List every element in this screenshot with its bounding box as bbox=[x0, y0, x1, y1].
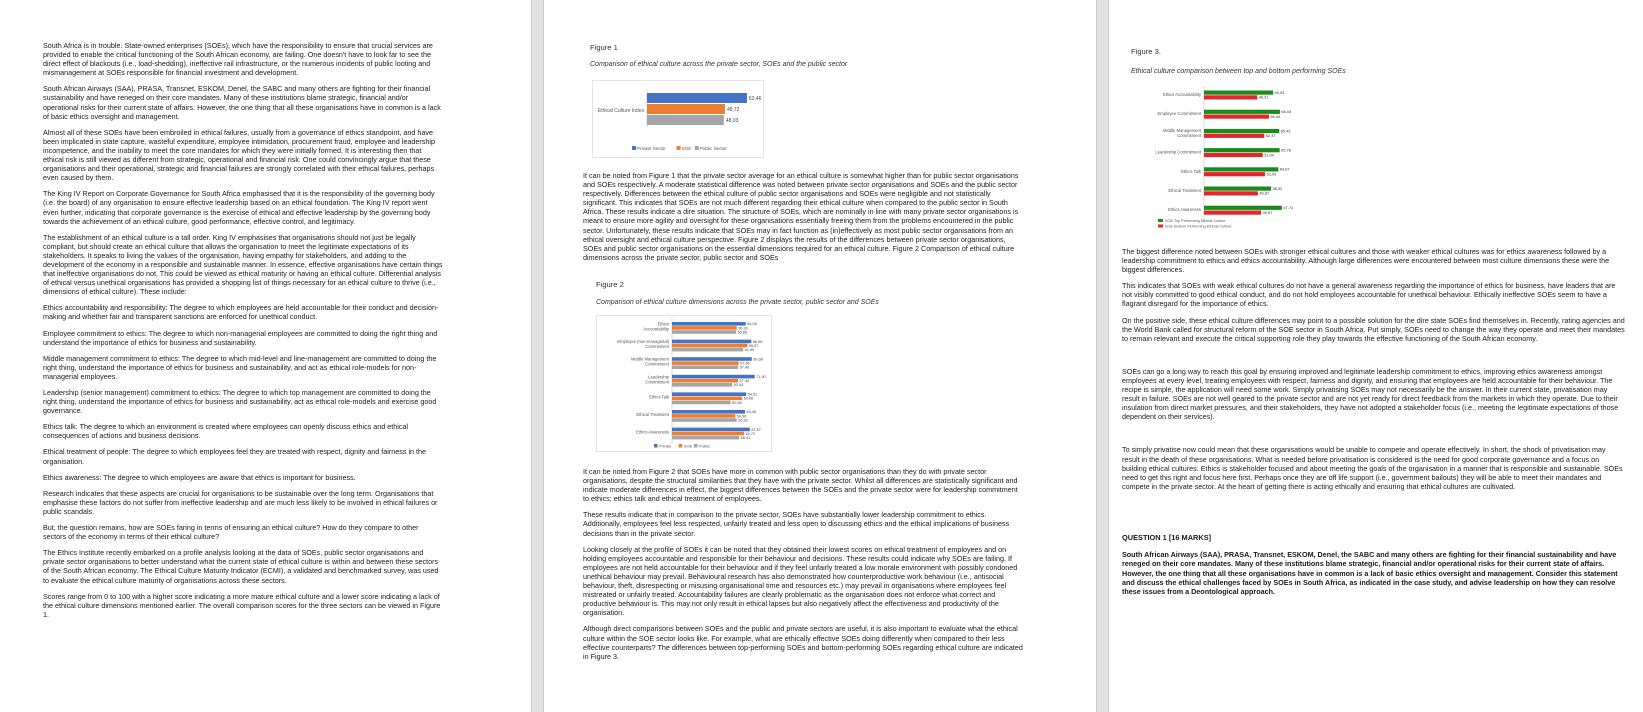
legend-swatch bbox=[694, 444, 698, 448]
legend-swatch bbox=[632, 146, 636, 150]
data-label: 51,04 bbox=[1264, 152, 1274, 158]
paragraph: The biggest difference noted between SOEs with stronger ethical cultures and those with weaker ethical cultures was for ethics awareness followed by a leadership commitment to ethics and ethics accountability. Although large differences were encountered between most culture dimensions these were the biggest differences. bbox=[1122, 247, 1610, 275]
bar-soe bbox=[647, 104, 725, 114]
bar-soe bbox=[672, 414, 735, 418]
bar-private bbox=[672, 392, 746, 396]
page-gap bbox=[531, 0, 544, 712]
bar-public bbox=[672, 383, 732, 387]
paragraph: On the positive side, these ethical culture differences may point to a possible solution for the dire state SOEs find themselves in. Recently, rating agencies and the World Bank called for structural reform of the SOE sector in South Africa. Put simply, SOEs need to change the way they operate and meet their mandates to remain relevant and execute the critical supporting role they play towards the effective functioning of the South African economy. bbox=[1122, 315, 1625, 343]
data-label: 56,30 bbox=[738, 418, 748, 423]
data-label: 61,90 bbox=[744, 348, 755, 352]
data-label: 62,46 bbox=[748, 96, 762, 102]
category-label: Accountability bbox=[643, 326, 669, 332]
data-label: 69,38 bbox=[753, 357, 763, 362]
bar-private bbox=[672, 340, 751, 344]
figure-3-label: Figure 3. bbox=[1131, 47, 1161, 56]
bar-private bbox=[672, 375, 755, 379]
legend-swatch bbox=[677, 146, 681, 150]
data-label: 48,03 bbox=[725, 118, 739, 124]
category-label: Ethics Accountability bbox=[1162, 92, 1201, 97]
bar-top-performing bbox=[1204, 110, 1280, 114]
figure-3-chart bbox=[1142, 84, 1302, 234]
legend-swatch bbox=[679, 444, 683, 448]
category-label: Leadership bbox=[648, 374, 669, 380]
figure-1-chart bbox=[592, 80, 764, 158]
paragraph: South African Airways (SAA), PRASA, Transnet, ESKOM, Denel, the SABC and many others are fighting for their financial sustainability and have reneged on their core mandates. Many of these institutions blame strategic, financial and/or operational risks for their current state of affairs. However, the one thing that all these organisations have in common is a lack of basic ethics oversight and management. bbox=[43, 84, 441, 121]
legend-swatch bbox=[654, 444, 658, 448]
paragraph: Middle management commitment to ethics: The degree to which mid-level and line-management are committed to doing the right thing, understand the importance of ethics for business and sustainability, and act as ethical role-models for non-managerial employees. bbox=[43, 353, 437, 381]
bar-bottom-performing bbox=[1204, 191, 1258, 195]
paragraph: The establishment of an ethical culture is a tall order. King IV emphasises that organisations should not just be legally compliant, but should create an ethical culture that allows the organisation to meet the legitimate expectations of its stakeholders. It speaks to living the values of the organisation, having empathy for stakeholders, and adding to the development of the economy in a responsible and sustainable manner. In essence, effective organisations have certain things that ineffective organisations do not. This could be viewed as ethical maturity or having an ethical culture. Differential analysis of ethical versus unethical organisations has provided a shopping list of things necessary for an ethical culture to thrive (i.e., dimensions of ethical culture). These include: bbox=[43, 232, 443, 297]
bar-public bbox=[672, 401, 731, 405]
bar-public bbox=[672, 418, 737, 422]
paragraph: But, the question remains, how are SOEs faring in terms of ensuring an ethical culture? How do they compare to other sectors of the economy in terms of their ethical culture? bbox=[43, 523, 419, 542]
data-label: 55,66 bbox=[737, 330, 748, 335]
bar-soe bbox=[672, 361, 739, 365]
bar-public bbox=[672, 330, 736, 334]
category-label: Commitment bbox=[645, 361, 669, 367]
legend-entry: Private bbox=[659, 443, 672, 449]
page-1-body bbox=[43, 41, 443, 619]
data-label: 65,78 bbox=[1281, 147, 1291, 153]
data-label: 57,96 bbox=[740, 361, 750, 366]
data-label: 71,90 bbox=[756, 375, 766, 379]
category-label: Commitment bbox=[645, 379, 669, 385]
data-label: 68,98 bbox=[752, 339, 763, 344]
category-label: Ethics bbox=[657, 321, 669, 327]
figure-1-caption: Comparison of ethical culture across the private sector, SOEs and the public sector bbox=[590, 61, 848, 68]
category-label: Ethical Treatment bbox=[636, 412, 669, 417]
paragraph: Ethical treatment of people: The degree to which employees feel they are treated with respect, dignity and fairness in the organisation. bbox=[43, 447, 427, 466]
paragraph: Ethics accountability and responsibility: The degree to which employees are held accountable for their conduct and decision-making and whether fair and transparent sanctions are enforced for unethical conduct. bbox=[43, 303, 439, 322]
data-label: 64,51 bbox=[747, 392, 758, 397]
category-label: Leadership Commitment bbox=[1155, 149, 1201, 155]
page-2-paragraph: It can be noted from Figure 1 that the private sector average for an ethical culture is somewhat higher than for public sector organisations and SOEs respectively. A moderate statistical difference was noted between private sector organisations and SOEs and the public sector respectively. Differences between the ethical culture of public sector organisations and SOEs were negligible and not statistically significant. This indicates that SOEs are not much different regarding their ethical culture when compared to the public sector in South Africa. These results indicate a dire situation. The structure of SOEs, which are nominally in line with many private sector organisations is meant to ensure more agility and oversight for these organisations essentially freeing them from the problems encountered in the public sector. Unfortunately, these results indicate that SOEs may in fact function as (in)effectively as most public sector organisations from an ethical oversight and ethical culture perspective. Figure 2 displays the results of the differences between private sector organisations, SOEs and public sector organisations on the essential dimensions required for an ethical culture. Figure 2 Comparison of ethical culture dimensions across the private sector, public sector and SOEs bbox=[583, 171, 1019, 262]
question-title: QUESTION 1 [16 MARKS] bbox=[1122, 533, 1212, 542]
paragraph: Looking closely at the profile of SOEs it can be noted that they obtained their lowest scores on ethical treatment of employees and on holding employees accountable and responsible for their behaviour and decisions. These results could indicate why SOEs are failing. If employees are not held accountable for their behaviour and if they feel unfairly treated a low morale environment with possibly condoned unethical behaviour may prevail. Behavioural research has also demonstrated how counterproductive work behaviour (i.e., antisocial behaviour, theft, disrespecting or misusing organisational time and resources etc.) may prevail in organisations where employees feel mistreated or unfairly treated. Accountability failures are clearly problematic as the organisation does not enforce what correct and productive behaviour is. This may not only result in ethical lapses but also negatively affect the effectiveness and productivity of the organisation. bbox=[583, 544, 1018, 618]
data-label: 52,47 bbox=[1265, 133, 1276, 139]
bar-private-sector bbox=[647, 93, 747, 103]
bar-private bbox=[672, 428, 750, 432]
category-label: Ethics Talk bbox=[649, 394, 669, 400]
paragraph: It can be noted from Figure 2 that SOEs have more in common with public sector organisations than they do with private sector organisations, despite the structural similarities that they have with the private sector. Whilst all differences are statistically significant and indicate moderate differences in effect, the biggest differences between the SOEs and the private sector were for leadership commitment to ethics; ethics talk and ethical treatment of employees. bbox=[583, 467, 1018, 504]
paragraph: This indicates that SOEs with weak ethical cultures do not have a general awareness regarding the importance of ethics for business, have leaders that are not visibly committed to good ethical conduct, and do not hold employees accountable for unethical behaviour. Ethically ineffective SOEs seem to have a flagrant disregard for the importance of ethics. bbox=[1122, 281, 1616, 309]
paragraph: Leadership (senior management) commitment to ethics: The degree to which top management are committed to doing the right thing, understand the importance of ethics for business and sustainability, act as ethical role-models and exercise good governance. bbox=[43, 388, 437, 416]
data-label: 60,96 bbox=[743, 396, 754, 401]
paragraph: South Africa is in trouble. State-owned enterprises (SOEs), which have the responsibility to ensure that crucial services are provided to enable the critical functioning of the South African economy, are failing. One doesn't have to look far to see the direct effect of blackouts (i.e., load-shedding), ineffective rail infrastructure, or the numerous incidents of public looting and mismanagement at SOEs responsible for financial investment and development. bbox=[43, 41, 433, 78]
data-label: 57,44 bbox=[739, 379, 750, 384]
paragraph: These results indicate that in comparison to the private sector, SOEs have substantially lower leadership commitment to ethics. Additionally, employees feel less respected, unfairly treated and less open to discussing ethics and the ethical implications of business decisions than in the private sector. bbox=[583, 510, 1010, 538]
legend-entry: SOE bbox=[681, 146, 692, 151]
bar-public bbox=[672, 436, 739, 440]
document-page-3 bbox=[1109, 0, 1643, 712]
bar-soe bbox=[672, 432, 744, 436]
bar-public-sector bbox=[647, 115, 724, 125]
data-label: 54,96 bbox=[736, 414, 747, 419]
figure-2-caption: Comparison of ethical culture dimensions across the private sector, public sector and SOEs bbox=[596, 299, 879, 306]
paragraph: Scores range from 0 to 100 with a higher score indicating a more mature ethical culture and a lower score indicating a lack of the ethical culture dimensions mentioned earlier. The overall comparison scores for the three sectors can be viewed in Figure 1. bbox=[43, 591, 441, 619]
data-label: 65,57 bbox=[748, 343, 759, 348]
data-label: 64,67 bbox=[1279, 166, 1290, 172]
data-label: 52,54 bbox=[733, 383, 744, 388]
legend-entry: Private Sector bbox=[637, 146, 666, 151]
paragraph: To simply privatise now could mean that these organisations would be unable to compete and operate effectively. In short, the shock of privatisation may result in the death of these organisations. What is needed before privatisation is considered is the need for good corporate governance and a focus on building ethical cultures. Ethics is stakeholder focused and about meeting the goals of the organisation in a manner that is responsible and sustainable. SOEs need to get this right and focus here first. Perhaps once they are off life support (i.e., government bailouts) they will be able to meet their mandates and compete in the private sector. At the heart of getting there is acting ethically and ensuring that ethical cultures are cultivated. bbox=[1122, 445, 1623, 491]
legend-entry: SOE Top Performing Ethical Culture bbox=[1165, 219, 1226, 223]
paragraph: Although direct comparisons between SOEs and the public and private sectors are useful, it is also important to evaluate what the ethical culture within the SOE sector looks like. For example, what are ethically effective SOEs doing differently when compared to their less effective counterparts? The differences between top-performing SOEs and bottom-performing SOEs regarding ethical culture are indicated in Figure 3. bbox=[583, 624, 1023, 661]
category-label: Commitment bbox=[645, 344, 669, 350]
data-label: 49,67 bbox=[1262, 209, 1273, 215]
data-label: 58,32 bbox=[1272, 185, 1283, 191]
legend-swatch bbox=[1158, 219, 1163, 222]
bar-bottom-performing bbox=[1204, 134, 1264, 138]
bar-bottom-performing bbox=[1204, 95, 1257, 99]
category-label: Ethical Treatment bbox=[1168, 188, 1201, 193]
page-2-body bbox=[583, 467, 1024, 668]
legend-swatch bbox=[695, 146, 699, 150]
paragraph: The Ethics Institute recently embarked on a profile analysis looking at the data of SOEs, public sector organisations and private sector organisations to better understand what the current state of ethical culture is within and between these sectors of the South African economy. The Ethical Culture Maturity Indicator (ECMI), a validated and benchmarked survey, was used to evaluate the ethical culture maturity of organisations across these sectors. bbox=[43, 548, 439, 585]
paragraph: Ethics talk: The degree to which an environment is created where employees can openly discuss ethics and ethical consequences of actions and business decisions. bbox=[43, 422, 409, 441]
data-label: 62,72 bbox=[745, 431, 756, 436]
data-label: 56,44 bbox=[1270, 113, 1281, 119]
page-gap bbox=[1096, 0, 1109, 712]
data-label: 56,30 bbox=[738, 326, 748, 331]
bar-private bbox=[672, 410, 745, 414]
data-label: 65,45 bbox=[1280, 128, 1291, 134]
category-label: Ethics Awareness bbox=[636, 429, 669, 435]
bar-public bbox=[672, 348, 743, 352]
legend-swatch bbox=[1158, 225, 1163, 228]
category-label: Ethics Talk bbox=[1181, 168, 1201, 174]
paragraph: Research indicates that these aspects are crucial for organisations to be sustainable over the long term. Organisations that emphasise these factors do not suffer from ineffective leadership and are much less likely to be involved in ethical failures or public scandals. bbox=[43, 488, 438, 516]
bar-private bbox=[672, 322, 746, 326]
data-label: 63,48 bbox=[746, 410, 757, 415]
data-label: 53,03 bbox=[1266, 171, 1277, 177]
data-label: 64,08 bbox=[747, 322, 757, 327]
figure-2-chart bbox=[596, 315, 772, 452]
bar-private bbox=[672, 357, 752, 361]
bar-bottom-performing bbox=[1204, 211, 1261, 215]
paragraph: The King IV Report on Corporate Governance for South Africa emphasised that it is the responsibility of the governing body (i.e. the board) of any organisation to ensure effective leadership based on an ethical foundation. The King IV report went even further, indicating that corporate governance is the exercise of ethical and effective leadership by the governing body towards the achievement of an ethical culture, good performance, effective control, and legitimacy. bbox=[43, 189, 435, 226]
data-label: 66,03 bbox=[1281, 109, 1292, 115]
legend-entry: Public bbox=[699, 443, 710, 449]
data-label: 46,31 bbox=[1258, 94, 1269, 100]
paragraph: SOEs can go a long way to reach this goal by ensuring improved and legitimate leadership commitment to ethics, improving ethics awareness amongst employees at every level, treating employees with respect, fairness and dignity, and ensuring that employees are held accountable for their behaviour. The recipe is simple, the application will need some work. Simply privatising SOEs may not necessarily be the answer. In their current state, privatisation may result in failure. SOEs are not well geared to the private sector and are not yet ready for direct feedback from the markets in which they operate. Due to their insulation from direct market pressures, and their stakeholders, they have not adopted a stakeholder focus (i.e., meeting the legitimate expectations of those dependent on their services). bbox=[1122, 366, 1619, 422]
data-label: 50,98 bbox=[732, 400, 742, 405]
category-label: Commitment bbox=[1177, 132, 1201, 138]
category-label: Ethical Culture Index bbox=[597, 108, 644, 114]
legend-entry: SOE bbox=[683, 443, 693, 449]
bar-soe bbox=[672, 397, 742, 401]
bar-bottom-performing bbox=[1204, 153, 1263, 157]
data-label: 58,41 bbox=[740, 436, 751, 440]
paragraph: Employee commitment to ethics: The degree to which non-managerial employees are committed to doing the right thing and understand the importance of ethics for business and sustainability. bbox=[43, 328, 438, 347]
category-label: Employee (non-managerial) bbox=[617, 339, 669, 345]
data-label: 46,87 bbox=[1259, 190, 1270, 196]
data-label: 60,03 bbox=[1274, 89, 1285, 95]
data-label: 67,74 bbox=[1283, 205, 1294, 211]
data-label: 57,46 bbox=[739, 365, 750, 370]
document-page-2 bbox=[544, 0, 1096, 712]
bar-soe bbox=[672, 379, 738, 383]
figure-2-label: Figure 2 bbox=[596, 280, 624, 289]
paragraph: Ethics awareness: The degree to which employees are aware that ethics is important for business. bbox=[43, 472, 356, 482]
bar-bottom-performing bbox=[1204, 172, 1265, 176]
figure-3-caption: Ethical culture comparison between top and bottom performing SOEs bbox=[1131, 68, 1346, 75]
document-page-1 bbox=[0, 0, 531, 712]
page-3-body bbox=[1122, 247, 1625, 498]
data-label: 48,72 bbox=[726, 107, 740, 113]
category-label: Middle Management bbox=[631, 356, 669, 362]
bar-public bbox=[672, 365, 738, 369]
legend-entry: SOE Bottom Performing Ethical Culture bbox=[1165, 224, 1232, 229]
legend-entry: Public Sector bbox=[699, 146, 727, 151]
category-label: Middle Management bbox=[1163, 127, 1201, 133]
bar-bottom-performing bbox=[1204, 115, 1269, 119]
bar-soe bbox=[672, 326, 737, 330]
question-text: South African Airways (SAA), PRASA, Transnet, ESKOM, Denel, the SABC and many others are fighting for their financial sustainability and have reneged on their core mandates. Many of these institutions blame strategic, financial and/or operational risks for their current state of affairs. However, the one thing that all these organisations have in common is a lack of basic ethics oversight and management. Consider this statement and discuss the ethical challenges faced by SOEs in South Africa, as indicated in the case study, and advise leadership on how they can resolve these issues from a Deontological approach. bbox=[1122, 550, 1618, 597]
bar-soe bbox=[672, 344, 747, 348]
category-label: Ethics Awareness bbox=[1168, 207, 1201, 213]
data-label: 67,67 bbox=[751, 427, 761, 432]
figure-1-label: Figure 1 bbox=[590, 43, 618, 52]
category-label: Employee Commitment bbox=[1157, 111, 1201, 117]
paragraph: Almost all of these SOEs have been embroiled in ethical failures, usually from a governance of ethics standpoint, and have been implicated in state capture, wasteful expenditure, employee intimidation, procurement fraud, employee and leadership incompetence, and the inability to meet the core mandates for which they were initially formed. It is interesting then that ethical risk is still viewed as different from strategic, operational and financial risk. One could convincingly argue that these organisations and their operational, strategic and financial failures are strongly correlated with their ethical failures, perhaps even caused by them. bbox=[43, 127, 435, 183]
